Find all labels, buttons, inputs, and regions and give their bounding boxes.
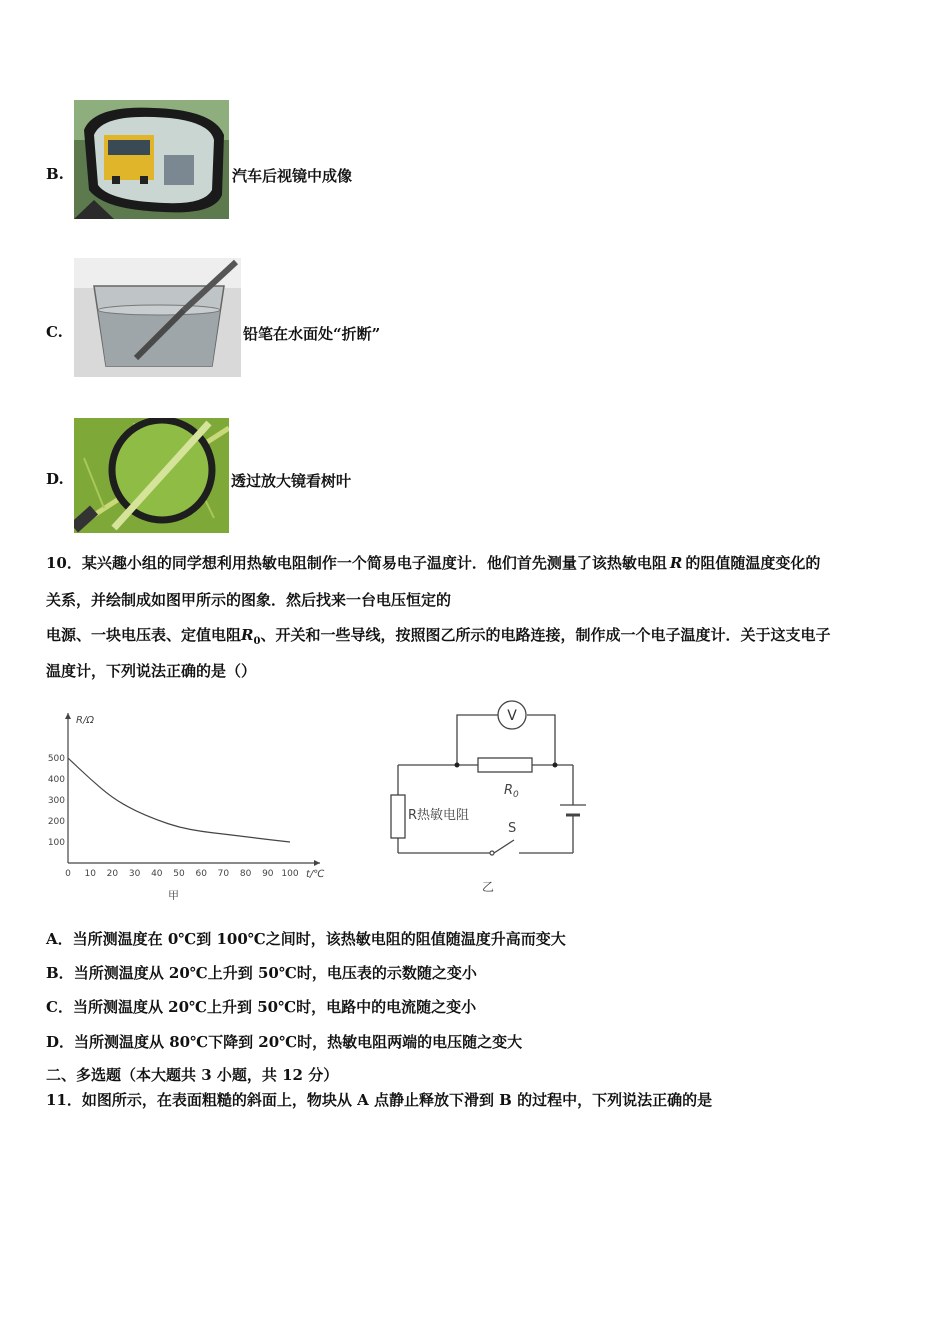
chart-series-line <box>68 758 290 842</box>
option-d-label: D. <box>46 470 64 488</box>
chart-x-tick-label: 80 <box>239 869 252 879</box>
section-2-heading: 二、多选题（本大题共 3 小题，共 12 分） <box>46 1066 339 1084</box>
q10-line-4: 温度计，下列说法正确的是（） <box>46 662 257 680</box>
answer-c[interactable] <box>46 996 476 1017</box>
circuit-diagram <box>380 695 620 895</box>
fixed-resistor-r0 <box>478 758 532 772</box>
answer-d-label: D． <box>46 1033 75 1051</box>
chart-x-tick-label: 70 <box>217 869 230 879</box>
resistance-temperature-chart <box>40 705 340 900</box>
chart-x-tick-label: 0 <box>65 869 71 879</box>
option-d-caption: 透过放大镜看树叶 <box>231 472 352 490</box>
chart-title: 甲 <box>168 889 179 900</box>
chart-x-tick-label: 10 <box>84 869 96 879</box>
chart-y-axis-label: R/Ω <box>76 715 94 726</box>
answer-a[interactable] <box>46 928 566 949</box>
chart-y-tick-label: 300 <box>47 796 65 806</box>
option-b-label: B. <box>46 165 64 183</box>
q10-number: 10． <box>46 554 82 572</box>
answer-b[interactable] <box>46 962 477 983</box>
answer-d-text: 当所测温度从 80℃下降到 20℃时，热敏电阻两端的电压随之变大 <box>74 1033 523 1051</box>
answer-a-label: A． <box>46 930 73 948</box>
magnifier-leaf-image <box>74 418 229 533</box>
chart-y-arrow <box>65 713 71 719</box>
answer-d[interactable] <box>46 1031 522 1052</box>
q10-line-3a: 电源、一块电压表、定值电阻 <box>46 626 242 644</box>
option-b-caption: 汽车后视镜中成像 <box>232 167 353 185</box>
chart-x-tick-label: 90 <box>262 869 274 879</box>
q11-number: 11． <box>46 1091 82 1109</box>
answer-c-text: 当所测温度从 20℃上升到 50℃时，电路中的电流随之变小 <box>72 998 477 1016</box>
q10-line-1b: 的阻值随温度变化的 <box>685 554 821 572</box>
q10-line-2: 关系，并绘制成如图甲所示的图象．然后找来一台电压恒定的 <box>46 591 452 609</box>
chart-x-arrow <box>314 860 320 866</box>
chart-x-tick-label: 30 <box>128 869 141 879</box>
q10-line-3b: 、开关和一些导线，按照图乙所示的电路连接，制作成一个电子温度计．关于这支电子 <box>260 626 831 644</box>
chart-x-tick-label: 50 <box>173 869 185 879</box>
q11-line <box>46 1090 712 1110</box>
chart-x-tick-label: 100 <box>281 869 299 879</box>
circuit-caption: 乙 <box>482 880 495 894</box>
thermistor-r <box>391 795 405 838</box>
switch-label: S <box>508 821 517 836</box>
answer-b-text: 当所测温度从 20℃上升到 50℃时，电压表的示数随之变小 <box>73 964 477 982</box>
q10-r0-subscript: 0 <box>253 636 261 647</box>
answer-c-label: C． <box>46 998 73 1016</box>
q10-r0-symbol: R <box>241 626 254 644</box>
r0-label-sub: 0 <box>513 790 519 800</box>
answer-a-text: 当所测温度在 0℃到 100℃之间时，该热敏电阻的阻值随温度升高而变大 <box>72 930 566 948</box>
chart-x-axis-label: t/℃ <box>306 869 325 880</box>
voltmeter-label: V <box>507 708 517 724</box>
thermistor-label: R热敏电阻 <box>408 808 470 823</box>
q10-line-1a: 某兴趣小组的同学想利用热敏电阻制作一个简易电子温度计．他们首先测量了该热敏电阻 <box>81 554 667 572</box>
r0-label-main: R <box>504 783 514 798</box>
option-c-label: C. <box>46 323 63 341</box>
chart-x-tick-label: 40 <box>151 869 163 879</box>
chart-y-tick-label: 100 <box>47 838 65 848</box>
chart-y-tick-label: 400 <box>47 775 65 785</box>
pencil-in-water-image <box>74 258 241 377</box>
option-c-caption: 铅笔在水面处“折断” <box>243 325 381 343</box>
r0-label <box>504 783 519 800</box>
q10-r-symbol: R <box>669 554 683 572</box>
q10-line-3 <box>46 625 830 652</box>
q11-text: 如图所示，在表面粗糙的斜面上，物块从 A 点静止释放下滑到 B 的过程中，下列说法正确的是 <box>81 1091 713 1109</box>
car-mirror-image <box>74 100 229 219</box>
chart-y-tick-label: 500 <box>47 754 65 764</box>
answer-b-label: B． <box>46 964 74 982</box>
chart-y-tick-label: 200 <box>47 817 65 827</box>
chart-x-tick-label: 20 <box>106 869 119 879</box>
chart-x-tick-label: 60 <box>195 869 207 879</box>
q10-line-1 <box>46 553 820 573</box>
